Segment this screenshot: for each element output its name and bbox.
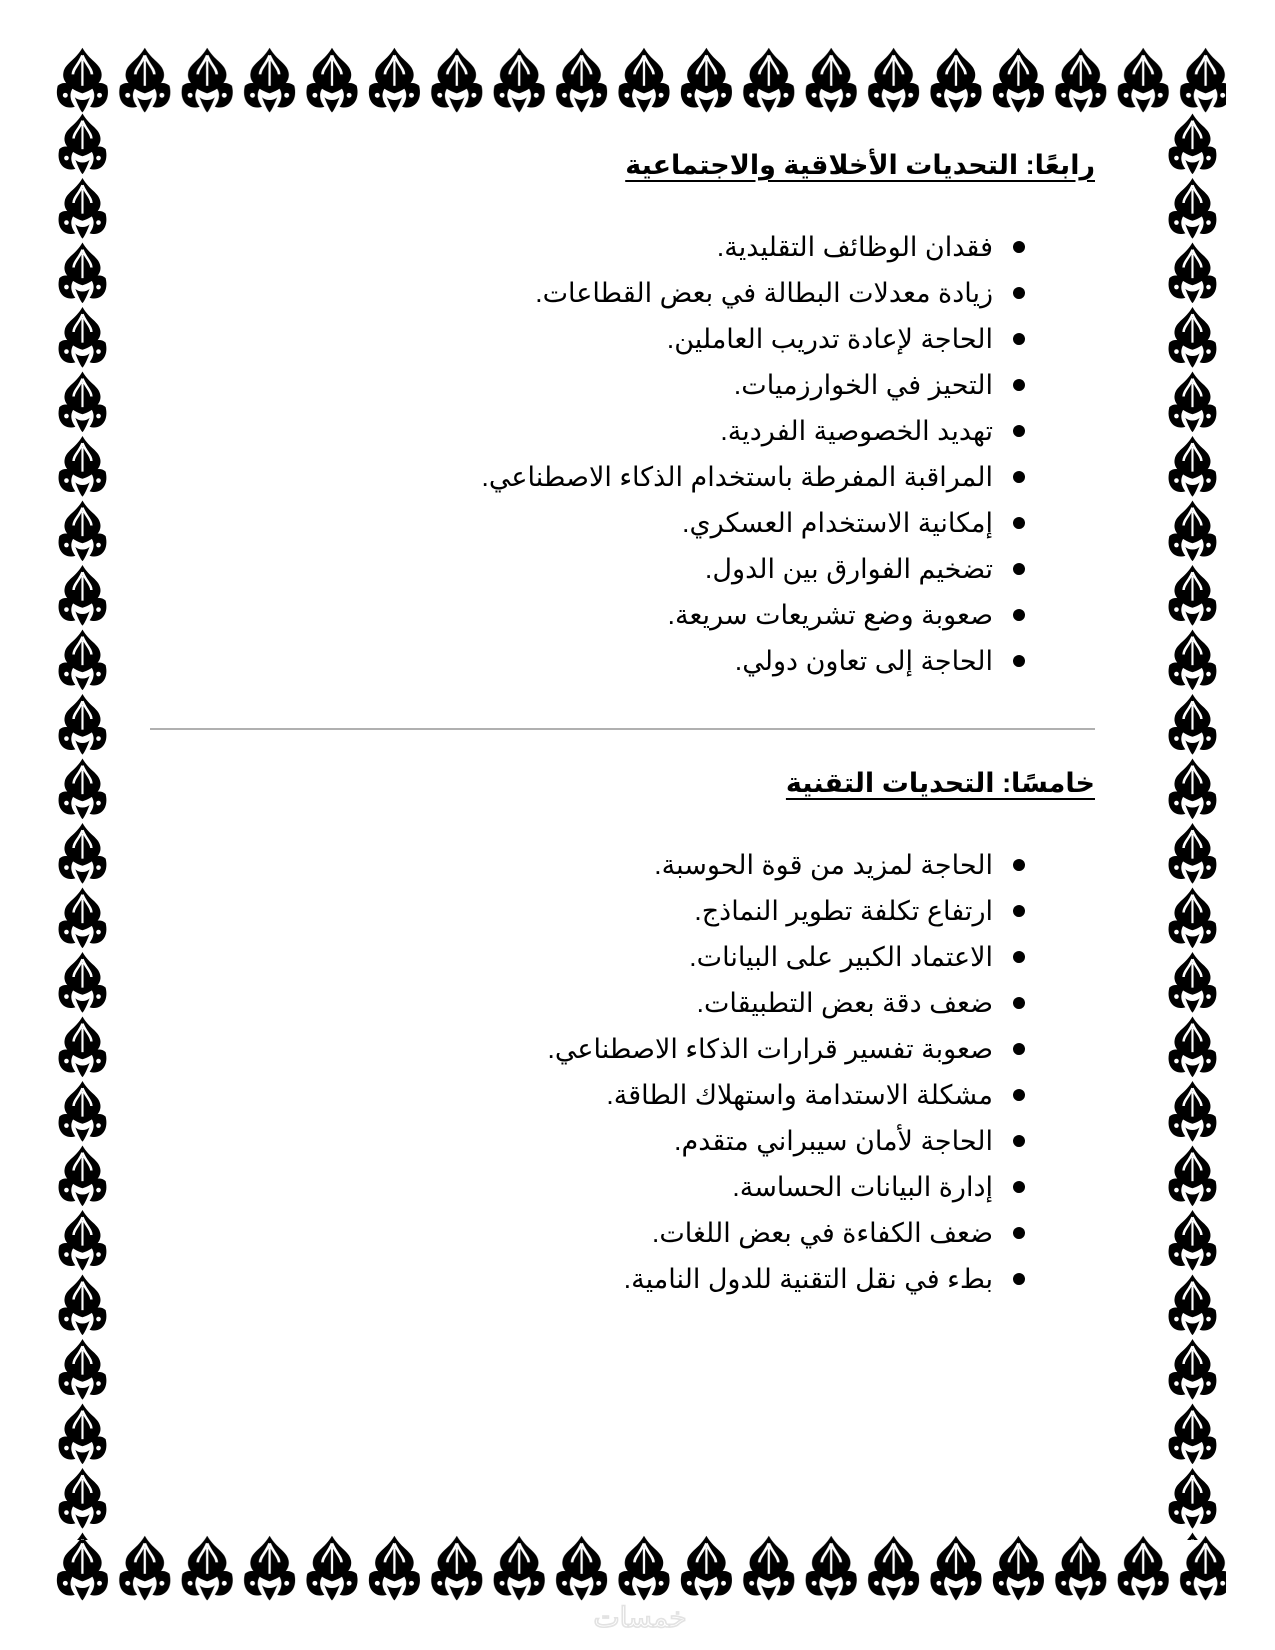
list-item-text: صعوبة وضع تشريعات سريعة.: [667, 600, 993, 630]
section-heading-ethical-social: رابعًا: التحديات الأخلاقية والاجتماعية: [625, 150, 1095, 180]
border-top-ornament-icon: [52, 44, 1226, 118]
border-right-ornament-icon: [1162, 110, 1226, 1540]
section-heading-technical: خامسًا: التحديات التقنية: [785, 768, 1095, 798]
list-item: [481, 638, 1025, 684]
list-item-text: إمكانية الاستخدام العسكري.: [681, 508, 993, 538]
list-item-text: الحاجة لإعادة تدريب العاملين.: [666, 324, 993, 354]
list-item: [481, 500, 1025, 546]
list-item: [547, 1210, 1025, 1256]
bullet-dot-icon: [1013, 287, 1025, 299]
bullet-dot-icon: [1013, 1181, 1025, 1193]
list-item-text: بطء في نقل التقنية للدول النامية.: [623, 1264, 993, 1294]
list-item-text: ضعف دقة بعض التطبيقات.: [696, 988, 993, 1018]
border-bottom-ornament-icon: [52, 1532, 1226, 1606]
bullet-dot-icon: [1013, 379, 1025, 391]
list-item: [547, 1118, 1025, 1164]
bullet-dot-icon: [1013, 1043, 1025, 1055]
list-item-text: زيادة معدلات البطالة في بعض القطاعات.: [535, 278, 993, 308]
bullet-dot-icon: [1013, 241, 1025, 253]
list-item-text: ارتفاع تكلفة تطوير النماذج.: [694, 896, 993, 926]
bullet-dot-icon: [1013, 517, 1025, 529]
list-item: [547, 842, 1025, 888]
list-item-text: إدارة البيانات الحساسة.: [732, 1172, 993, 1202]
list-item: [547, 1026, 1025, 1072]
list-item: [481, 316, 1025, 362]
bullet-dot-icon: [1013, 905, 1025, 917]
watermark-logo: [565, 1600, 715, 1634]
list-item-text: ضعف الكفاءة في بعض اللغات.: [651, 1218, 993, 1248]
technical-challenges-list: [547, 842, 1025, 1302]
bullet-dot-icon: [1013, 333, 1025, 345]
list-item: [547, 1072, 1025, 1118]
list-item-text: الحاجة لأمان سيبراني متقدم.: [674, 1126, 993, 1156]
list-item-text: الحاجة لمزيد من قوة الحوسبة.: [654, 850, 993, 880]
ethical-social-challenges-list: [481, 224, 1025, 684]
list-item: [481, 224, 1025, 270]
list-item-text: الحاجة إلى تعاون دولي.: [734, 646, 993, 676]
list-item: [547, 934, 1025, 980]
list-item: [481, 408, 1025, 454]
list-item: [481, 592, 1025, 638]
list-item-text: تضخيم الفوارق بين الدول.: [704, 554, 993, 584]
bullet-dot-icon: [1013, 609, 1025, 621]
bullet-dot-icon: [1013, 997, 1025, 1009]
bullet-dot-icon: [1013, 1135, 1025, 1147]
list-item-text: تهديد الخصوصية الفردية.: [720, 416, 993, 446]
bullet-dot-icon: [1013, 951, 1025, 963]
list-item: [481, 270, 1025, 316]
list-item: [481, 546, 1025, 592]
border-left-ornament-icon: [52, 110, 116, 1540]
list-item-text: مشكلة الاستدامة واستهلاك الطاقة.: [606, 1080, 993, 1110]
list-item-text: صعوبة تفسير قرارات الذكاء الاصطناعي.: [547, 1034, 993, 1064]
bullet-dot-icon: [1013, 655, 1025, 667]
bullet-dot-icon: [1013, 1227, 1025, 1239]
bullet-dot-icon: [1013, 859, 1025, 871]
list-item: [547, 980, 1025, 1026]
list-item: [481, 362, 1025, 408]
list-item: [481, 454, 1025, 500]
page-content: [140, 140, 1095, 1520]
svg-text:خمسات: خمسات: [593, 1601, 687, 1634]
list-item-text: التحيز في الخوارزميات.: [733, 370, 993, 400]
bullet-dot-icon: [1013, 563, 1025, 575]
section-divider: [150, 728, 1095, 730]
list-item-text: فقدان الوظائف التقليدية.: [716, 232, 993, 262]
list-item-text: الاعتماد الكبير على البيانات.: [689, 942, 993, 972]
list-item-text: المراقبة المفرطة باستخدام الذكاء الاصطناعي.: [481, 462, 993, 492]
bullet-dot-icon: [1013, 1273, 1025, 1285]
list-item: [547, 888, 1025, 934]
list-item: [547, 1164, 1025, 1210]
list-item: [547, 1256, 1025, 1302]
bullet-dot-icon: [1013, 425, 1025, 437]
bullet-dot-icon: [1013, 1089, 1025, 1101]
bullet-dot-icon: [1013, 471, 1025, 483]
